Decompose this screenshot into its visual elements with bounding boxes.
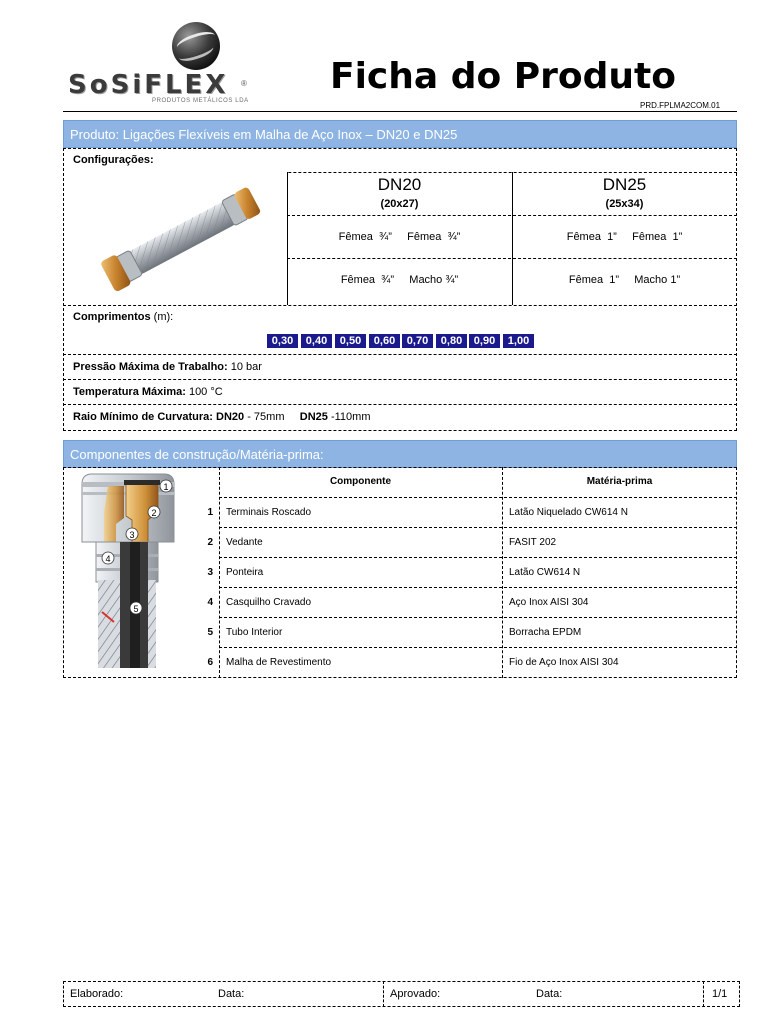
length-chip: 0,50 <box>335 334 366 348</box>
divider <box>383 981 384 1007</box>
diagram-label: 2 <box>151 508 157 518</box>
component-name: Ponteira <box>226 567 264 578</box>
divider <box>219 557 737 558</box>
lengths-label: Comprimentos (m): <box>73 311 174 323</box>
component-material: Aço Inox AISI 304 <box>509 597 589 608</box>
dn20-config-2: Fêmea ¾” Macho ¾” <box>340 274 459 286</box>
hose-cutaway-diagram <box>78 472 178 672</box>
diagram-label: 4 <box>105 554 111 564</box>
row-number: 1 <box>207 507 213 518</box>
logo-subtitle: PRODUTOS METÁLICOS LDA <box>152 98 249 104</box>
max-temperature: Temperatura Máxima: 100 °C <box>73 386 223 398</box>
dn20-size: (20x27) <box>380 198 419 210</box>
component-name: Tubo Interior <box>226 627 283 638</box>
length-chip: 0,70 <box>402 334 433 348</box>
configurations-label: Configurações: <box>73 154 154 166</box>
divider <box>287 215 737 216</box>
divider <box>219 587 737 588</box>
component-material: Fio de Aço Inox AISI 304 <box>509 657 619 668</box>
divider <box>63 305 737 306</box>
component-name: Casquilho Cravado <box>226 597 312 608</box>
diagram-label: 3 <box>129 530 135 540</box>
row-number: 2 <box>207 537 213 548</box>
divider <box>219 617 737 618</box>
dn25-title: DN25 <box>602 175 647 194</box>
component-material: Borracha EPDM <box>509 627 582 638</box>
approved-by-label: Aprovado: <box>390 988 441 1000</box>
divider <box>703 981 704 1007</box>
divider <box>287 258 737 259</box>
product-title: Produto: Ligações Flexíveis em Malha de Aço Inox – DN20 e DN25 <box>70 127 458 142</box>
column-header-material: Matéria-prima <box>586 476 653 487</box>
length-chip: 0,80 <box>436 334 467 348</box>
length-chip: 0,30 <box>267 334 298 348</box>
row-number: 4 <box>207 597 213 608</box>
dn25-size: (25x34) <box>605 198 644 210</box>
logo-wordmark: SoSiFLEX <box>68 70 229 100</box>
component-name: Malha de Revestimento <box>226 657 332 668</box>
dn25-config-1: Fêmea 1” Fêmea 1” <box>566 231 683 243</box>
diagram-label: 1 <box>163 482 169 492</box>
component-material: FASIT 202 <box>509 537 557 548</box>
dn20-title: DN20 <box>377 175 422 194</box>
prepared-date-label: Data: <box>218 988 245 1000</box>
page-number: 1/1 <box>712 988 728 1000</box>
divider <box>219 527 737 528</box>
max-pressure: Pressão Máxima de Trabalho: 10 bar <box>73 361 262 373</box>
length-chip: 0,90 <box>469 334 500 348</box>
header-divider <box>63 111 737 112</box>
product-section-bar <box>63 120 737 148</box>
components-section-bar <box>63 440 737 468</box>
row-number: 3 <box>207 567 213 578</box>
flexible-hose-image <box>96 177 268 299</box>
logo-registered-mark: ® <box>241 79 247 88</box>
length-chip: 1,00 <box>503 334 534 348</box>
page-title: Ficha do Produto <box>330 56 676 97</box>
divider <box>63 172 287 173</box>
dn20-config-1: Fêmea ¾” Fêmea ¾” <box>338 231 461 243</box>
prepared-by-label: Elaborado: <box>70 988 124 1000</box>
document-code: PRD.FPLMA2COM.01 <box>640 101 721 110</box>
row-number: 5 <box>207 627 213 638</box>
row-number: 6 <box>207 657 213 668</box>
divider <box>63 354 737 355</box>
length-chip: 0,40 <box>301 334 332 348</box>
dn25-config-2: Fêmea 1” Macho 1” <box>568 274 681 286</box>
divider <box>63 379 737 380</box>
column-header-component: Componente <box>329 476 392 487</box>
divider <box>219 497 737 498</box>
divider <box>219 647 737 648</box>
components-title: Componentes de construção/Matéria-prima: <box>70 447 324 462</box>
component-name: Vedante <box>226 537 263 548</box>
min-bend-radius: Raio Mínimo de Curvatura: DN20 - 75mm DN25 -110mm <box>73 411 371 423</box>
diagram-label: 5 <box>133 604 139 614</box>
component-name: Terminais Roscado <box>226 507 312 518</box>
component-material: Latão Niquelado CW614 N <box>509 507 628 518</box>
approved-date-label: Data: <box>536 988 563 1000</box>
divider <box>63 404 737 405</box>
length-chip: 0,60 <box>369 334 400 348</box>
component-material: Latão CW614 N <box>509 567 581 578</box>
